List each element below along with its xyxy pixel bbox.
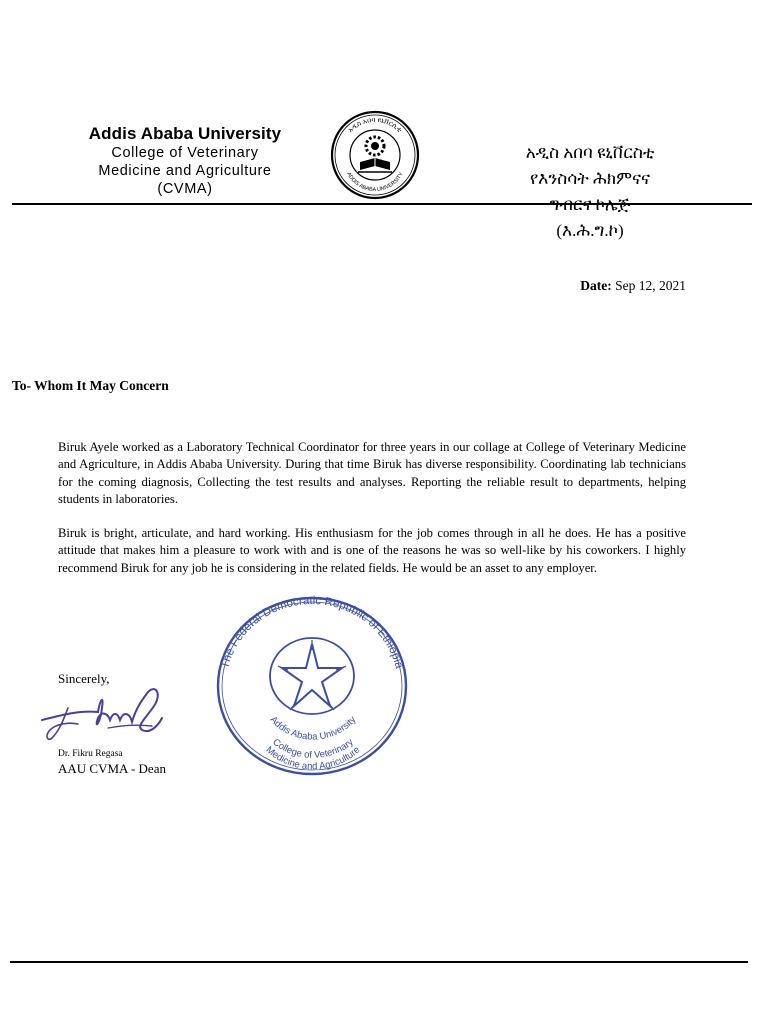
university-logo [330,110,420,200]
college-abbr-am: (እ.ሕ.ግ.ኮ) [556,221,624,240]
stamp-star-emblem-icon [278,640,346,710]
date-label: Date: [580,278,612,293]
college-abbr-en: (CVMA) [157,181,213,197]
college-name-en-line2: Medicine and Agriculture [98,163,272,179]
body-paragraph-2: Biruk is bright, articulate, and hard working. His enthusiasm for the job comes through in all he does. He has a positive attitude that makes him a pleasure to work with and is one of the reasons he was so well-like by his coworkers. I highly recommend Biruk for any job he is considering in the related fields. He would be an asset to any employer. [58,526,686,575]
date-value: Sep 12, 2021 [615,278,686,293]
stamp-inner-text-2: College of Veterinary [270,736,356,761]
stamp-inner-text-3: Medicine and Agriculture [263,744,363,773]
letterhead-amharic [470,140,710,244]
letterhead-english [30,124,340,198]
logo-book-icon [358,158,392,172]
college-name-am-line1: የእንስሳት ሕክምናና [530,169,650,188]
logo-text-bottom: ADDIS ABABA UNIVERSITY [345,171,405,194]
logo-text-top: አዲስ አበባ ዩኒቨርሲቲ [347,116,403,135]
stamp-inner-text-1: Addis Ababa University [267,714,359,743]
university-name-am: አዲስ አበባ ዩኒቨርስቲ [525,143,655,162]
date-line [580,278,686,294]
header-rule [12,203,752,205]
footer-rule [10,961,748,963]
official-stamp [214,594,410,778]
college-name-en-line1: College of Veterinary [111,145,259,161]
stamp-outer-text: The Federal Democratic Republic of Ethiopia [219,594,405,670]
signer-name: Dr. Fikru Regasa [58,749,123,759]
signature-image [38,680,168,748]
university-name-en: Addis Ababa University [88,124,282,143]
closing: Sincerely, [58,671,110,686]
college-name-am-line2: ግብርና ኮሌጅ [549,195,631,214]
body-paragraph-1: Biruk Ayele worked as a Laboratory Technical Coordinator for three years in our collage at College of Veterinary Medicine and Agriculture, in Addis Ababa University. During that time Biruk has diverse responsibility. Coordinating lab technicians for the coming diagnosis, Collecting the test results and analyses. Reporting the reliable result to departments, helping students in laboratories. [58,440,686,507]
logo-gear-icon [366,137,384,155]
salutation: To- Whom It May Concern [12,378,169,393]
signer-title: AAU CVMA - Dean [58,761,166,776]
